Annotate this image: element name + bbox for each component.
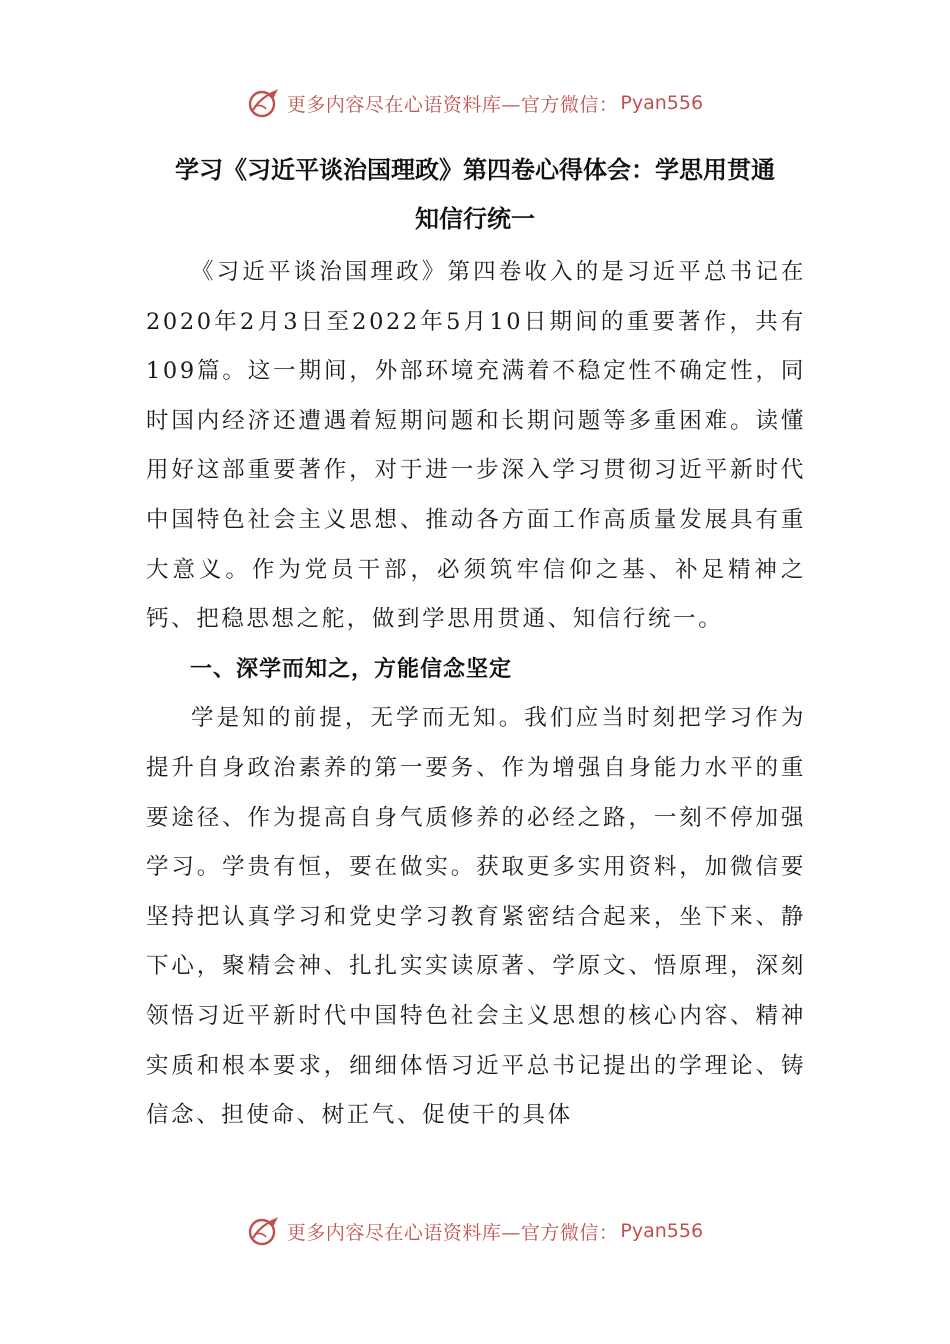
watermark-text: 更多内容尽在心语资料库—官方微信： [286,93,619,116]
watermark-footer [0,1208,950,1254]
intro-paragraph: 《习近平谈治国理政》第四卷收入的是习近平总书记在2020年2月3日至2022年5月10日期间的重要著作，共有109篇。这一期间，外部环境充满着不稳定性不确定性，同时国内经济还遭遇着短期问题和长期问题等多重困难。读懂用好这部重要著作，对于进一步深入学习贯彻习近平新时代中国特色社会主义思想、推动各方面工作高质量发展具有重大意义。作为党员干部，必须筑牢信仰之基、补足精神之钙、把稳思想之舵，做到学思用贯通、知信行统一。 [146,259,806,633]
pen-logo-icon [247,86,281,120]
watermark-header [0,80,950,126]
watermark-wechat-id: Pyan556 [620,92,704,114]
document-body [146,248,806,1141]
document-title-line-1: 学习《习近平谈治国理政》第四卷心得体会：学思用贯通 [175,156,775,184]
document-title-line-2: 知信行统一 [415,205,535,233]
watermark-wechat-id: Pyan556 [620,1220,704,1242]
watermark-text: 更多内容尽在心语资料库—官方微信： [286,1221,619,1244]
section-paragraph: 学是知的前提，无学而无知。我们应当时刻把学习作为提升自身政治素养的第一要务、作为增强自身能力水平的重要途径、作为提高自身气质修养的必经之路，一刻不停加强学习。学贵有恒，要在做实。获取更多实用资料，加微信要坚持把认真学习和党史学习教育紧密结合起来，坐下来、静下心，聚精会神、扎扎实实读原著、学原文、悟原理，深刻领悟习近平新时代中国特色社会主义思想的核心内容、精神实质和根本要求，细细体悟习近平总书记提出的学理论、铸信念、担使命、树正气、促使干的具体 [146,705,806,1129]
section-heading: 一、深学而知之，方能信念坚定 [190,656,513,682]
pen-logo-icon [247,1214,281,1248]
